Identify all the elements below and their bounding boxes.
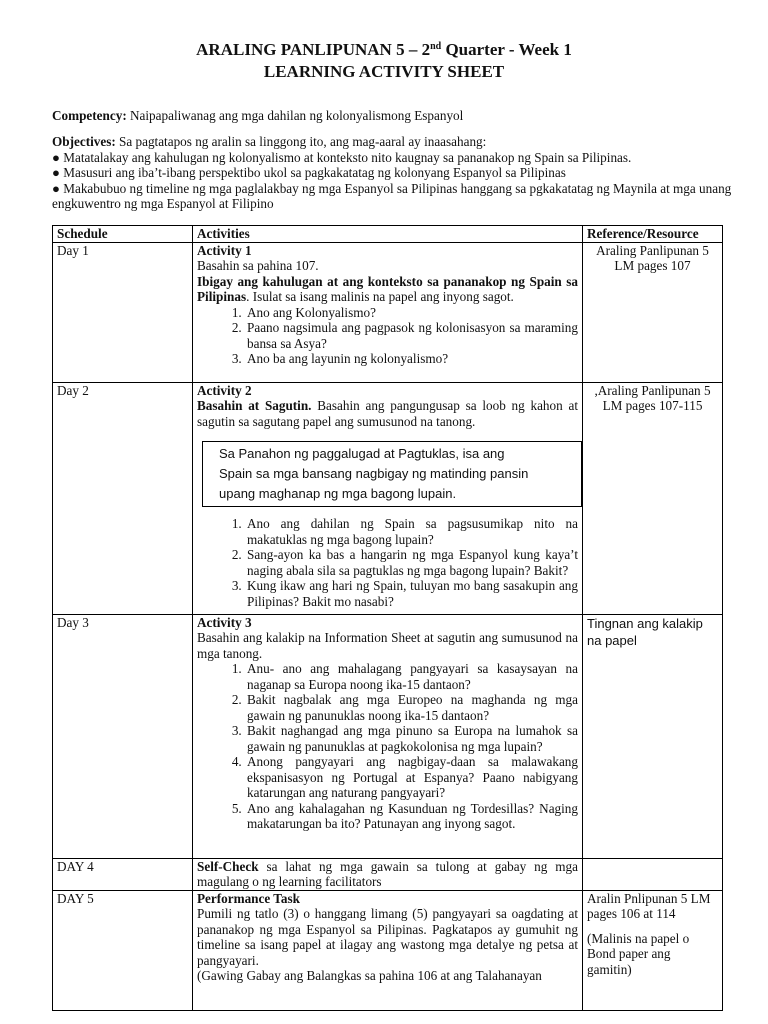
schedule-cell: Day 2 [53, 382, 193, 614]
activity-title: Activity 1 [197, 242, 252, 258]
reference-cell: Tingnan ang kalakip na papel [583, 614, 723, 858]
header-reference: Reference/Resource [583, 226, 723, 243]
list-item: 4. Anong pangyayari ang nagbigay-daan sa malawakang ekspanisasyon ng Portugal at Espanya? Paano nabigyang katarungan ang naturang pangyayari? [245, 754, 578, 801]
competency-text: Naipapaliwanag ang mga dahilan ng kolonyalismong Espanyol [126, 108, 464, 123]
objectives-label: Objectives: [52, 134, 116, 149]
header-schedule: Schedule [53, 226, 193, 243]
question-list [197, 661, 578, 832]
table-row [53, 890, 723, 1010]
objectives-block [52, 134, 732, 212]
activity-line: Basahin sa pahina 107. [197, 258, 319, 273]
objective-item: ● Masusuri ang iba’t-ibang perspektibo ukol sa pagkakatatag ng kolonyang Espanyol sa Pilipinas [52, 165, 566, 180]
reference-cell: Aralin Pnlipunan 5 LM pages 106 at 114 (Malinis na papel o Bond paper ang gamitin) [583, 890, 723, 1010]
schedule-cell: DAY 4 [53, 858, 193, 890]
header-activities: Activities [193, 226, 583, 243]
schedule-cell: Day 3 [53, 614, 193, 858]
activity-cell [193, 614, 583, 858]
list-item: 1. Ano ang Kolonyalismo? [245, 305, 578, 321]
activity-title: Activity 3 [197, 614, 252, 630]
activity-title: Performance Task [197, 890, 300, 906]
activity-note: (Gawing Gabay ang Balangkas sa pahina 106 at ang Talahanayan [197, 968, 542, 983]
table-row [53, 858, 723, 890]
question-list [197, 305, 578, 367]
objectives-intro: Sa pagtatapos ng aralin sa linggong ito, ang mag-aaral ay inaasahang: [115, 134, 487, 149]
table-header-row [53, 226, 723, 243]
reference-cell [583, 858, 723, 890]
activity-instruction: Basahin ang kalakip na Information Sheet at sagutin ang sumusunod na mga tanong. [197, 630, 578, 661]
document-subtitle: LEARNING ACTIVITY SHEET [263, 62, 505, 81]
reference-cell: ,Araling Panlipunan 5 LM pages 107-115 [583, 382, 723, 614]
document-title: ARALING PANLIPUNAN 5 – 2nd Quarter - Week 1 [196, 40, 572, 59]
activity-cell [193, 382, 583, 614]
activity-cell: Self-Check sa lahat ng mga gawain sa tulong at gabay ng mga magulang o ng learning facilitators [193, 858, 583, 890]
reference-cell: Araling Panlipunan 5 LM pages 107 [583, 242, 723, 382]
list-item: 2. Sang-ayon ka bas a hangarin ng mga Espanyol kung kaya’t naging abala sila sa pagtuklas ng mga bagong lupain? Bakit? [245, 547, 578, 578]
question-list [197, 516, 578, 609]
list-item: 1. Anu- ano ang mahalagang pangyayari sa kasaysayan na naganap sa Europa noong ika-15 dantaon? [245, 661, 578, 692]
list-item: 2. Bakit nagbalak ang mga Europeo na maghanda ng mga gawain ng panunuklas noong ika-15 dantaon? [245, 692, 578, 723]
activity-instruction: Basahin at Sagutin. Basahin ang pangungusap sa loob ng kahon at sagutin sa sagutang papel ang sumusunod na tanong. [197, 398, 578, 429]
activity-instruction: Ibigay ang kahulugan at ang konteksto sa pananakop ng Spain sa Pilipinas. Isulat sa isang malinis na papel ang inyong sagot. [197, 273, 578, 304]
activity-cell [193, 890, 583, 1010]
activity-title: Activity 2 [197, 382, 252, 398]
activity-instruction: Pumili ng tatlo (3) o hanggang limang (5) pangyayari sa oagdating at pananakop ng mga Espanyol sa Pilipinas. Pagkatapos ay gumuhit ng timeline sa isang papel at ilagay ang wastong mga detalye ng petsa at pangyayari. [197, 906, 578, 968]
schedule-cell: Day 1 [53, 242, 193, 382]
competency-line [52, 108, 732, 124]
list-item: 3. Bakit naghangad ang mga pinuno sa Europa na lumahok sa gawain ng panunuklas at pagkokolonisa ng mga lupain? [245, 723, 578, 754]
table-row [53, 382, 723, 614]
list-item: 1. Ano ang dahilan ng Spain sa pagsusumikap nito na makatuklas ng mga bagong lupain? [245, 516, 578, 547]
objective-item: ● Makabubuo ng timeline ng mga paglalakbay ng mga Espanyol sa Pilipinas hanggang sa pgkakatatag ng Maynila at mga unang engkuwentro ng mga Espanyol at Filipino [52, 180, 732, 211]
quote-box: Sa Panahon ng paggalugad at Pagtuklas, isa ang Spain sa mga bansang nagbigay ng matinding pansin upang maghanap ng mga bagong lupain. [202, 441, 582, 507]
table-row [53, 614, 723, 858]
schedule-cell: DAY 5 [53, 890, 193, 1010]
list-item: 3. Kung ikaw ang hari ng Spain, tuluyan mo bang sasakupin ang Pilipinas? Bakit mo nasabi? [245, 578, 578, 609]
list-item: 5. Ano ang kahalagahan ng Kasunduan ng Tordesillas? Naging makatarungan ba ito? Patunayan ang inyong sagot. [245, 801, 578, 832]
competency-label: Competency: [52, 108, 127, 123]
schedule-table [52, 225, 723, 1011]
list-item: 3. Ano ba ang layunin ng kolonyalismo? [245, 351, 578, 367]
activity-cell [193, 242, 583, 382]
list-item: 2. Paano nagsimula ang pagpasok ng kolonisasyon sa maraming bansa sa Asya? [245, 320, 578, 351]
table-row [53, 242, 723, 382]
objective-item: ● Matatalakay ang kahulugan ng kolonyalismo at konteksto nito kaugnay sa pananakop ng Spain sa Pilipinas. [52, 149, 632, 165]
